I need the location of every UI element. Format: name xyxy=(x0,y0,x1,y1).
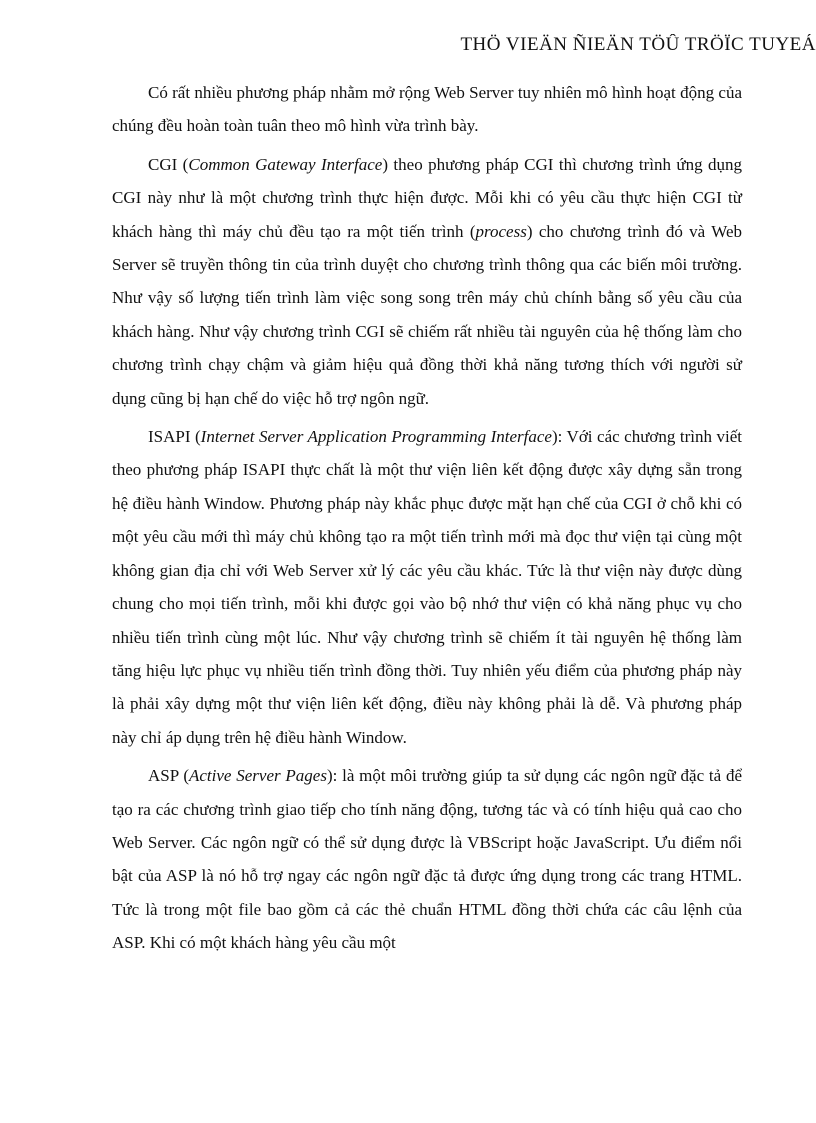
text-run: ) cho chương trình đó và Web Server sẽ truyền thông tin của trình duyệt cho chương trình thông qua các biến môi trường. Như vậy số lượng tiến trình làm việc song song trên máy chủ chính bằng số yêu cầu của khách hàng. Như vậy chương trình CGI sẽ chiếm rất nhiều tài nguyên của hệ thống làm cho chương trình chạy chậm và giảm hiệu quả đồng thời khả năng tương thích với người sử dụng cũng bị hạn chế do việc hỗ trợ ngôn ngữ. xyxy=(112,221,743,408)
term-italic: Active Server Pages xyxy=(189,766,327,786)
text-run: ): Với các chương trình viết theo phương pháp ISAPI thực chất là một thư viện liên kết động được xây dựng sẵn trong hệ điều hành Window. Phương pháp này khắc phục được mặt hạn chế của CGI ở chỗ khi có một yêu cầu mới thì máy chủ không tạo ra một tiến trình mới mà đọc thư viện tại cùng một không gian địa chỉ với Web Server xử lý các yêu cầu khác. Tức là thư viện này được dùng chung cho mọi tiến trình, mỗi khi được gọi vào bộ nhớ thư viện có khả năng phục vụ cho nhiều tiến trình cùng một lúc. Như vậy chương trình sẽ chiếm ít tài nguyên hệ thống làm tăng hiệu lực phục vụ nhiều tiến trình đồng thời. Tuy nhiên yếu điểm của phương pháp này là phải xây dựng một thư viện liên kết động, điều này không phải là dễ. Và phương pháp này chỉ áp dụng trên hệ điều hành Window. xyxy=(112,427,742,747)
term-italic: Internet Server Application Programming Interface xyxy=(200,427,552,447)
text-run: ) theo phương pháp CGI thì chương trình ứng dụng CGI này như là một chương trình thực hiện được. Mỗi khi có yêu cầu thực hiện CGI từ khách hàng thì máy chủ đều tạo ra một tiến trình ( xyxy=(112,154,742,241)
paragraph-cgi xyxy=(112,148,742,415)
paragraph-intro xyxy=(112,76,742,143)
text-run: Có rất nhiều phương pháp nhằm mở rộng Web Server tuy nhiên mô hình hoạt động của chúng đều hoàn toàn tuân theo mô hình vừa trình bày. xyxy=(112,83,742,136)
running-header: THÖ VIEÄN ÑIEÄN TÖÛ TRÖÏC TUYEÁ xyxy=(460,34,816,55)
body-text xyxy=(112,76,742,965)
paragraph-isapi xyxy=(112,420,742,754)
term-italic: process xyxy=(475,221,527,241)
text-run: ): là một môi trường giúp ta sử dụng các ngôn ngữ đặc tả để tạo ra các chương trình giao tiếp cho tính năng động, tương tác và có tính hiệu quả cao cho Web Server. Các ngôn ngữ có thể sử dụng được là VBScript hoặc JavaScript. Ưu điểm nổi bật của ASP là nó hỗ trợ ngay các ngôn ngữ đặc tả được ứng dụng trong các trang HTML. Tức là trong một file bao gồm cả các thẻ chuẩn HTML đồng thời chứa các câu lệnh của ASP. Khi có một khách hàng yêu cầu một xyxy=(112,766,742,953)
text-run: ASP ( xyxy=(148,766,189,786)
text-run: ISAPI ( xyxy=(148,427,201,447)
text-run: CGI ( xyxy=(148,154,189,174)
paragraph-asp xyxy=(112,759,742,959)
term-italic: Common Gateway Interface xyxy=(188,154,383,174)
